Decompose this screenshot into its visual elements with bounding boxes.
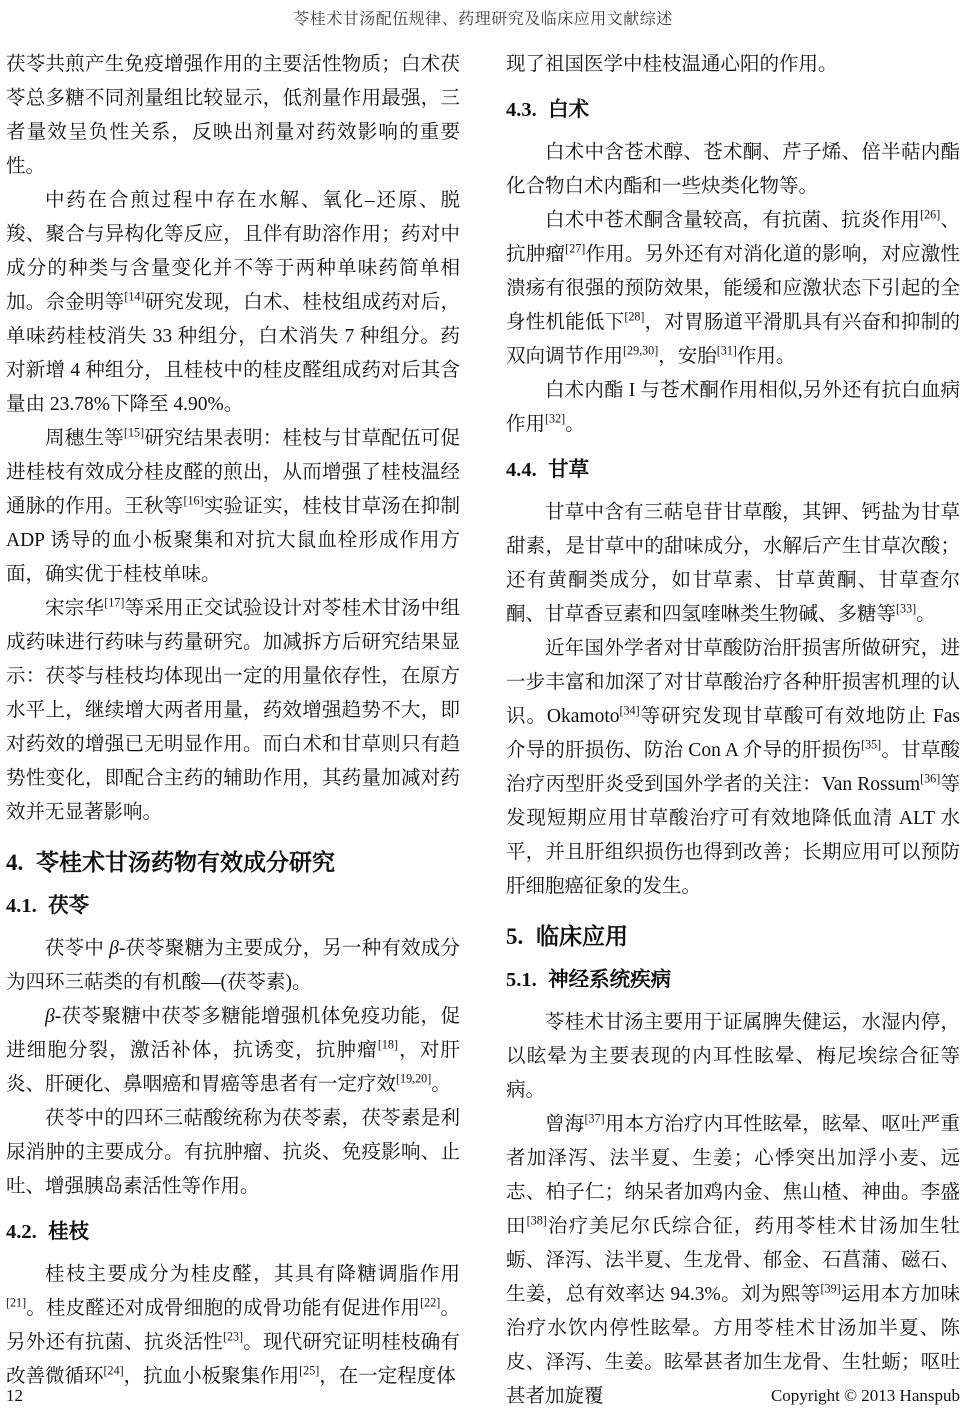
two-column-body	[6, 48, 960, 1414]
citation-ref: [34]	[619, 703, 640, 718]
citation-ref: [29,30]	[623, 343, 659, 358]
citation-ref: [33]	[896, 601, 917, 616]
body-paragraph: 茯苓中的四环三萜酸统称为茯苓素，茯苓素是利尿消肿的主要成分。有抗肿瘤、抗炎、免疫影响、止吐、增强胰岛素活性等作用。	[6, 1108, 460, 1197]
subsection-heading: 4.4. 甘草	[506, 458, 590, 481]
citation-ref: [31]	[716, 343, 737, 358]
running-head-title: 苓桂术甘汤配伍规律、药理研究及临床应用文献综述	[293, 11, 673, 28]
body-paragraph: 白术内酯 I 与苍术酮作用相似,另外还有抗白血病作用[32]。	[506, 380, 960, 435]
section-number: 4.	[6, 850, 24, 875]
body-paragraph: 中药在合煎过程中存在水解、氧化–还原、脱羧、聚合与异构化等反应，且伴有助溶作用；药对中成分的种类与含量变化并不等于两种单味药简单相加。佘金明等[14]研究发现，白术、桂枝组成药对后，单味药桂枝消失 33 种组分，白术消失 7 种组分。药对新增 4 种组分，且桂枝中的桂皮醛组成药对后其含量由 23.78%下降至 4.90%。	[6, 190, 460, 415]
body-paragraph: 现了祖国医学中桂枝温通心阳的作用。	[506, 54, 838, 75]
citation-ref: [25]	[299, 1363, 320, 1378]
section-number: 4.1.	[6, 895, 37, 917]
body-paragraph: 苓桂术甘汤主要用于证属脾失健运，水湿内停，以眩晕为主要表现的内耳性眩晕、梅尼埃综合征等病。	[506, 1012, 960, 1101]
citation-ref: [32]	[545, 411, 566, 426]
citation-ref: [36]	[920, 771, 941, 786]
section-number: 4.3.	[506, 99, 537, 121]
citation-ref: [23]	[222, 1329, 244, 1344]
copyright-notice: Copyright © 2013 Hanspub	[770, 1386, 960, 1405]
body-paragraph: 白术中含苍术醇、苍术酮、芹子烯、倍半萜内酯化合物白术内酯和一些炔类化物等。	[506, 142, 960, 197]
citation-ref: [15]	[123, 425, 145, 440]
right-column	[506, 48, 960, 1414]
section-number: 4.4.	[506, 459, 537, 481]
citation-ref: [21]	[6, 1295, 27, 1310]
section-number: 4.2.	[6, 1221, 37, 1243]
citation-ref: [18]	[377, 1037, 398, 1052]
citation-ref: [17]	[104, 595, 125, 610]
citation-ref: [24]	[103, 1363, 124, 1378]
citation-ref: [37]	[584, 1111, 605, 1126]
citation-ref: [28]	[624, 309, 645, 324]
citation-ref: [14]	[124, 289, 145, 304]
section-heading: 5. 临床应用	[506, 923, 629, 949]
body-paragraph: 曾海[37]用本方治疗内耳性眩晕，眩晕、呕吐严重者加泽泻、法半夏、生姜；心悸突出加浮小麦、远志、柏子仁；纳呆者加鸡内金、焦山楂、神曲。李盛田[38]治疗美尼尔氏综合征，药用苓桂术甘汤加生牡蛎、泽泻、法半夏、生龙骨、郁金、石菖蒲、磁石、生姜，总有效率达 94.3%。刘为熙等[39]运用本方加味治疗水饮内停性眩晕。方用苓桂术甘汤加半夏、陈皮、泽泻、生姜。眩晕甚者加生龙骨、生牡蛎；呕吐甚者加旋覆	[506, 1111, 960, 1407]
section-number: 5.	[506, 924, 524, 949]
section-heading: 4. 苓桂术甘汤药物有效成分研究	[6, 849, 336, 875]
subsection-heading: 4.3. 白术	[506, 98, 590, 121]
body-paragraph: 周穗生等[15]研究结果表明：桂枝与甘草配伍可促进桂枝有效成分桂皮醛的煎出，从而增强了桂枝温经通脉的作用。王秋等[16]实验证实，桂枝甘草汤在抑制 ADP 诱导的血小板聚集和对抗大鼠血栓形成作用方面，确实优于桂枝单味。	[6, 425, 460, 585]
body-paragraph: 茯苓中 β-茯苓聚糖为主要成分，另一种有效成分为四环三萜类的有机酸—(茯苓素)。	[6, 938, 460, 993]
citation-ref: [39]	[820, 1281, 841, 1296]
citation-ref: [22]	[420, 1295, 441, 1310]
left-column	[6, 48, 460, 1414]
subsection-heading: 5.1. 神经系统疾病	[506, 968, 672, 991]
citation-ref: [27]	[565, 241, 586, 256]
citation-ref: [16]	[183, 493, 204, 508]
body-paragraph: β-茯苓聚糖中茯苓多糖能增强机体免疫功能，促进细胞分裂，激活补体，抗诱变，抗肿瘤[18]，对肝炎、肝硬化、鼻咽癌和胃癌等患者有一定疗效[19,20]。	[6, 1006, 460, 1095]
citation-ref: [35]	[861, 737, 882, 752]
body-paragraph: 宋宗华[17]等采用正交试验设计对苓桂术甘汤中组成药味进行药味与药量研究。加减拆方后研究结果显示：茯苓与桂枝均体现出一定的用量依存性，在原方水平上，继续增大两者用量，药效增强趋势不大，即对药效的增强已无明显作用。而白术和甘草则只有趋势性变化，即配合主药的辅助作用，其药量加减对药效并无显著影响。	[6, 595, 460, 823]
subsection-heading: 4.2. 桂枝	[6, 1220, 90, 1243]
section-number: 5.1.	[506, 969, 537, 991]
page-footer	[6, 1386, 960, 1406]
body-paragraph: 桂枝主要成分为桂皮醛，其具有降糖调脂作用[21]。桂皮醛还对成骨细胞的成骨功能有促进作用[22]。另外还有抗菌、抗炎活性[23]。现代研究证明桂枝确有改善微循环[24]，抗血小板聚集作用[25]，在一定程度体	[6, 1264, 460, 1387]
body-paragraph: 白术中苍术酮含量较高，有抗菌、抗炎作用[26]、抗肿瘤[27]作用。另外还有对消化道的影响，对应激性溃疡有很强的预防效果，能缓和应激状态下引起的全身性机能低下[28]，对胃肠道平滑肌具有兴奋和抑制的双向调节作用[29,30]，安胎[31]作用。	[506, 207, 960, 367]
subsection-heading: 4.1. 茯苓	[6, 894, 90, 917]
citation-ref: [26]	[920, 207, 941, 222]
page-number: 12	[6, 1386, 23, 1405]
body-paragraph: 茯苓共煎产生免疫增强作用的主要活性物质；白术茯苓总多糖不同剂量组比较显示，低剂量作用最强，三者量效呈负性关系，反映出剂量对药效影响的重要性。	[6, 54, 460, 177]
citation-ref: [19,20]	[396, 1071, 432, 1086]
body-paragraph: 近年国外学者对甘草酸防治肝损害所做研究，进一步丰富和加深了对甘草酸治疗各种肝损害机理的认识。Okamoto[34]等研究发现甘草酸可有效地防止 Fas 介导的肝损伤、防治 Con A 介导的肝损伤[35]。甘草酸治疗丙型肝炎受到国外学者的关注：Van Rossum[36]等发现短期应用甘草酸治疗可有效地降低血清 ALT 水平，并且肝组织损伤也得到改善；长期应用可以预防肝细胞癌征象的发生。	[506, 638, 960, 897]
body-paragraph: 甘草中含有三萜皂苷甘草酸，其钾、钙盐为甘草甜素，是甘草中的甜味成分，水解后产生甘草次酸；还有黄酮类成分，如甘草素、甘草黄酮、甘草查尔酮、甘草香豆素和四氢喹啉类生物碱、多糖等[33]。	[506, 502, 960, 625]
citation-ref: [38]	[526, 1213, 547, 1228]
